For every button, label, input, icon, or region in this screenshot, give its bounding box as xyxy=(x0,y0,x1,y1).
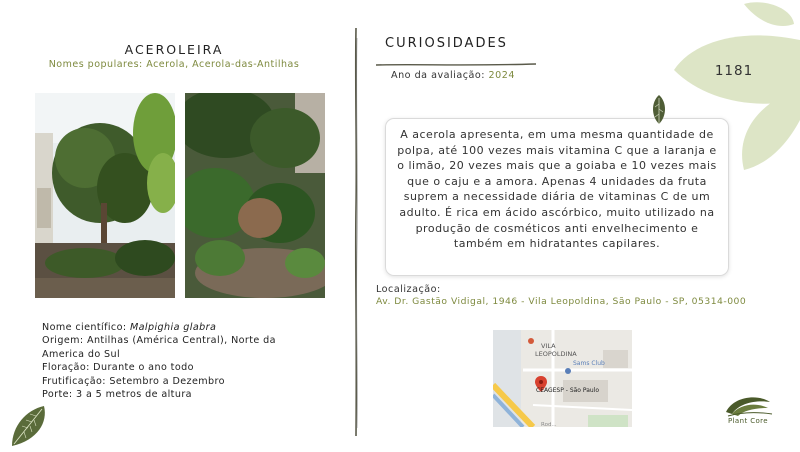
map-pin-icon[interactable] xyxy=(528,338,534,344)
location-address[interactable]: Av. Dr. Gastão Vidigal, 1946 - Vila Leopoldina, São Paulo - SP, 05314-000 xyxy=(376,296,747,307)
location-label: Localização: xyxy=(376,284,441,295)
logo-text: Plant Core xyxy=(727,417,769,425)
curiosities-text: A acerola apresenta, em uma mesma quantidade de polpa, até 100 vezes mais vitamina C que a laranja e o limão, 20 vezes mais que a goiaba e 10 vezes mais que o caju e a amora. Apenas 4 unidades da fruta suprem a necessidade diária de vitaminas C de um adulto. É rica em ácido ascórbico, muito utilizado na produção de cosméticos anti envelhecimento e também em hidratantes capilares. xyxy=(397,128,717,251)
plant-name: ACEROLEIRA xyxy=(124,42,224,57)
leaf-icon xyxy=(8,404,48,448)
origin: Origem: Antilhas (América Central), Norte da America do Sul xyxy=(42,335,276,360)
scientific-name-label: Nome científico: xyxy=(42,322,130,333)
shopping-pin-icon[interactable] xyxy=(565,368,571,374)
road-label: Rod... xyxy=(541,422,557,427)
title-underline xyxy=(376,53,536,59)
year-value: 2024 xyxy=(488,70,515,81)
tree-photo xyxy=(35,93,175,298)
leaf-icon xyxy=(650,94,668,126)
district-line-2: LEOPOLDINA xyxy=(535,350,577,358)
plant-core-logo xyxy=(718,392,778,432)
flowering: Floração: Durante o ano todo xyxy=(42,362,194,374)
plant-number-badge: 1181 xyxy=(714,63,754,79)
plant-info xyxy=(42,321,312,401)
evaluation-year xyxy=(391,70,515,81)
year-label: Ano da avaliação: xyxy=(391,70,489,81)
ground-photo xyxy=(185,93,325,298)
fruiting: Frutificação: Setembro a Dezembro xyxy=(42,375,225,387)
scientific-name-value: Malpighia glabra xyxy=(129,322,217,333)
poi-sams-club: Sams Club xyxy=(573,360,605,367)
district-line-1: VILA xyxy=(541,342,556,350)
plant-size: Porte: 3 a 5 metros de altura xyxy=(42,389,192,401)
location-map[interactable] xyxy=(493,330,632,427)
scientific-name xyxy=(42,321,312,334)
marker-label: CEAGESP - São Paulo xyxy=(536,387,600,394)
popular-names: Nomes populares: Acerola, Acerola-das-Antilhas xyxy=(48,59,300,70)
brush-divider xyxy=(349,28,363,436)
curiosities-title: CURIOSIDADES xyxy=(385,36,508,51)
